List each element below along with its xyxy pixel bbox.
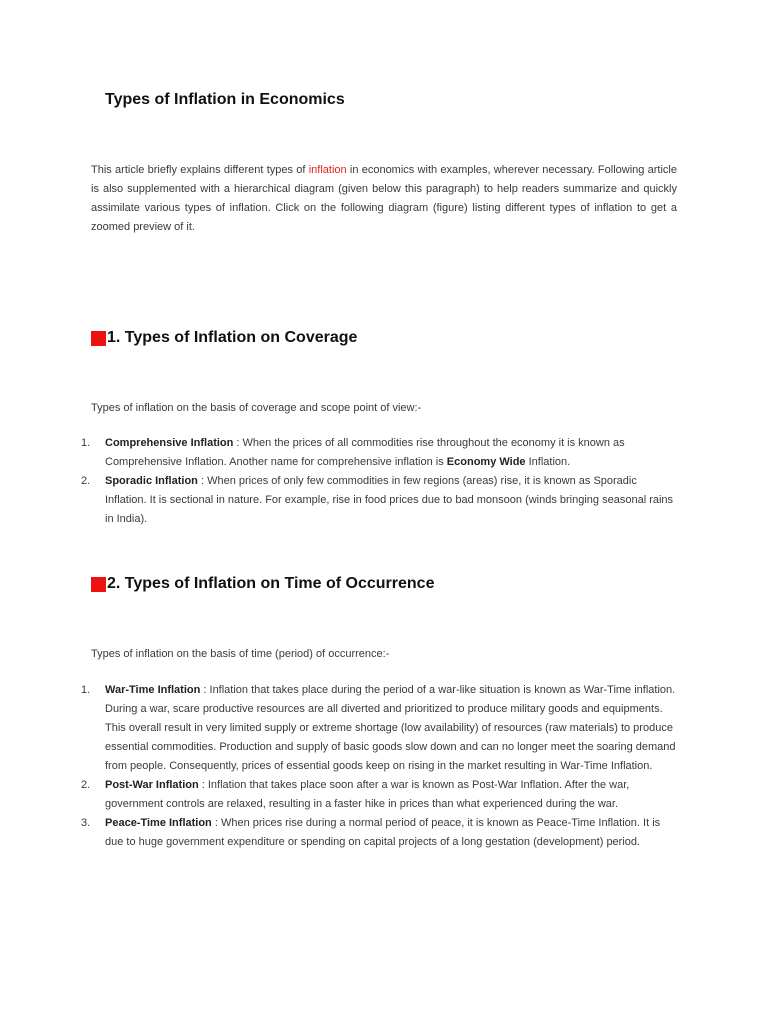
inflation-link[interactable]: inflation <box>308 164 347 176</box>
red-square-icon <box>91 331 106 346</box>
page-title: Types of Inflation in Economics <box>105 91 345 108</box>
item-text: : Inflation that takes place soon after a war is known as Post-War Inflation. After the war, government controls are relaxed, resulting in a faster hike in prices than what experienced during the war. <box>105 779 630 810</box>
list-number: 3. <box>81 817 91 829</box>
term-sporadic-inflation: Sporadic Inflation <box>105 475 198 487</box>
list-item <box>0 814 680 852</box>
list-item <box>0 434 680 472</box>
term-peace-time-inflation: Peace-Time Inflation <box>105 817 212 829</box>
term-economy-wide: Economy Wide <box>446 456 526 468</box>
item-text: : Inflation that takes place during the period of a war-like situation is known as War-Time inflation. During a war, scare productive resources are all diverted and prioritized to produce military goods and equipments. This overall result in very limited supply or extreme shortage (low availability) of resources (raw materials) to produce essential commodities. Production and supply of basic goods slow down and can no longer meet the soaring demand from people. Consequently, prices of essential goods keep on rising in the market resulting in War-Time Inflation. <box>105 684 676 772</box>
section-heading-text: 2. Types of Inflation on Time of Occurrence <box>107 575 435 592</box>
item-text: : When prices of only few commodities in few regions (areas) rise, it is known as Sporadic Inflation. It is sectional in nature. For example, rise in food prices due to bad monsoon (winds bringing seasonal rains in India). <box>105 475 674 525</box>
red-square-icon <box>91 577 106 592</box>
item-text: : When the prices of all commodities rise throughout the economy it is known as Comprehensive Inflation. Another name for comprehensive inflation is <box>105 437 625 468</box>
term-comprehensive-inflation: Comprehensive Inflation <box>105 437 234 449</box>
section-intro-time: Types of inflation on the basis of time (period) of occurrence:- <box>91 648 390 660</box>
item-text-end: Inflation. <box>525 456 571 468</box>
section-intro-coverage: Types of inflation on the basis of coverage and scope point of view:- <box>91 402 422 414</box>
section-heading-time-of-occurrence <box>91 574 434 594</box>
term-war-time-inflation: War-Time Inflation <box>105 684 201 696</box>
section-heading-coverage <box>91 328 357 348</box>
item-text: : When prices rise during a normal period of peace, it is known as Peace-Time Inflation. It is due to huge government expenditure or spending on capital projects of a long gestation (development) period. <box>105 817 661 848</box>
list-number: 2. <box>81 475 91 487</box>
list-number: 2. <box>81 779 91 791</box>
list-number: 1. <box>81 684 91 696</box>
list-item <box>0 681 680 776</box>
coverage-list <box>0 434 680 529</box>
list-item <box>0 776 680 814</box>
section-heading-text: 1. Types of Inflation on Coverage <box>107 329 358 346</box>
time-of-occurrence-list <box>0 681 680 852</box>
list-number: 1. <box>81 437 91 449</box>
intro-text-after: in economics with examples, wherever necessary. Following article is also supplemented with a hierarchical diagram (given below this paragraph) to help readers summarize and quickly assimilate various types of inflation. Click on the following diagram (figure) listing different types of inflation to get a zoomed preview of it. <box>91 164 677 233</box>
list-item <box>0 472 680 529</box>
intro-text-before: This article briefly explains different types of <box>91 164 309 176</box>
intro-paragraph <box>91 161 677 237</box>
term-post-war-inflation: Post-War Inflation <box>105 779 199 791</box>
